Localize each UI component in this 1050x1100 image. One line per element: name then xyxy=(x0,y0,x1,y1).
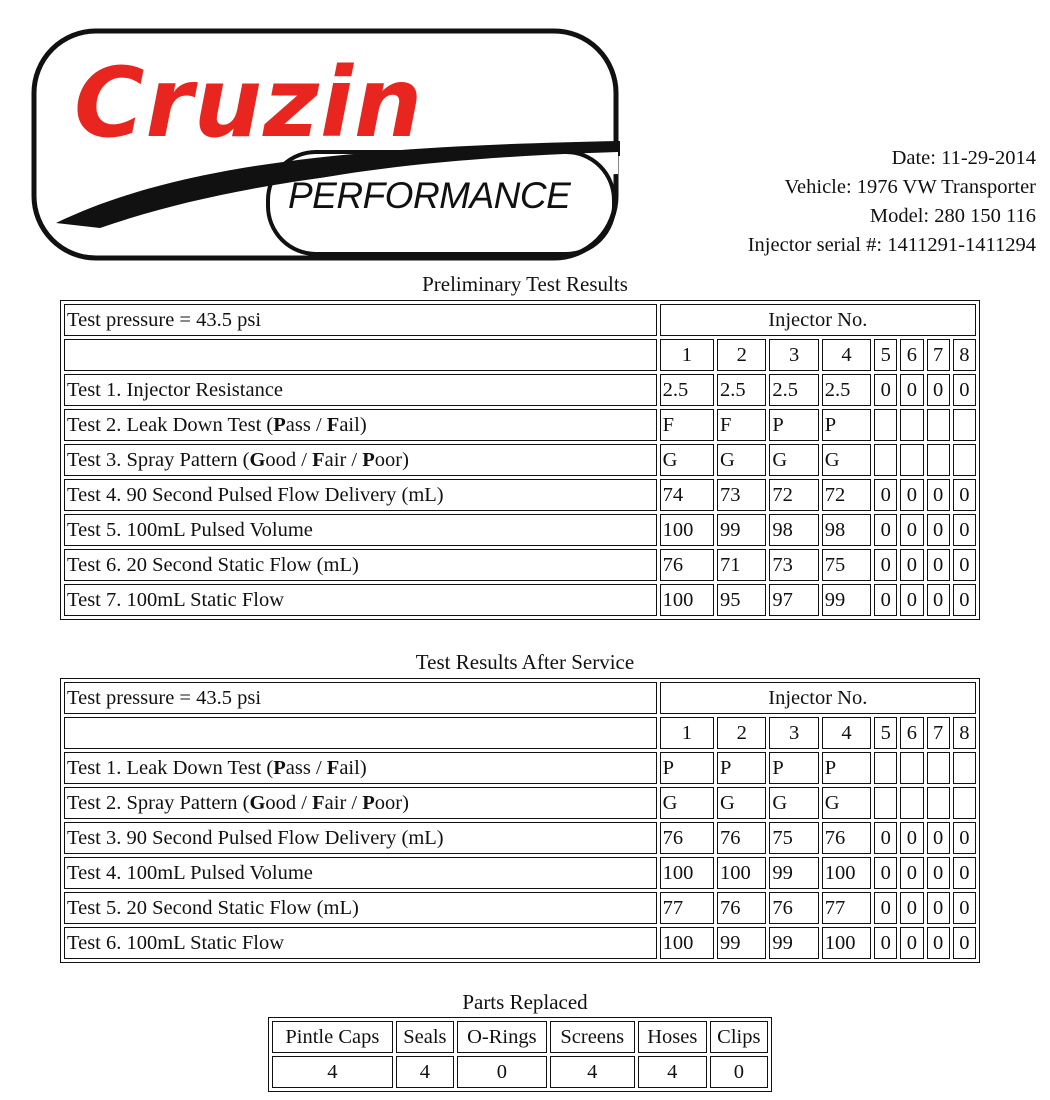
part-name: O-Rings xyxy=(457,1021,547,1053)
test-label: Test 1. Leak Down Test (Pass / Fail) xyxy=(64,752,657,784)
injector-value: 72 xyxy=(822,479,871,511)
injector-value: 100 xyxy=(822,857,871,889)
injector-value: 0 xyxy=(900,374,923,406)
injector-value: 0 xyxy=(874,374,897,406)
injector-value xyxy=(900,752,923,784)
test-label: Test 3. Spray Pattern (Good / Fair / Poor) xyxy=(64,444,657,476)
injector-value: 75 xyxy=(769,822,818,854)
injector-number: 7 xyxy=(927,339,950,371)
injector-value xyxy=(874,752,897,784)
injector-number-row xyxy=(64,339,976,371)
injector-value: 97 xyxy=(769,584,818,616)
injector-value: 0 xyxy=(874,927,897,959)
injector-value: G xyxy=(717,444,766,476)
vehicle-value: 1976 VW Transporter xyxy=(856,176,1036,198)
vehicle-line: Vehicle: 1976 VW Transporter xyxy=(784,176,1036,198)
after-service-title: Test Results After Service xyxy=(415,650,635,674)
part-name: Seals xyxy=(396,1021,454,1053)
test-label: Test 7. 100mL Static Flow xyxy=(64,584,657,616)
injector-value: 0 xyxy=(874,857,897,889)
test-row xyxy=(64,822,976,854)
job-info xyxy=(748,144,1036,260)
injector-value: G xyxy=(822,444,871,476)
injector-value: 98 xyxy=(769,514,818,546)
injector-value: 2.5 xyxy=(660,374,714,406)
injector-value: 73 xyxy=(769,549,818,581)
injector-value: 0 xyxy=(927,549,950,581)
injector-value xyxy=(900,409,923,441)
injector-value: 0 xyxy=(927,822,950,854)
injector-number: 8 xyxy=(953,717,976,749)
injector-value: G xyxy=(822,787,871,819)
test-row xyxy=(64,927,976,959)
injector-value xyxy=(953,444,976,476)
injector-value: 76 xyxy=(769,892,818,924)
test-row xyxy=(64,752,976,784)
injector-number: 5 xyxy=(874,717,897,749)
injector-number: 6 xyxy=(900,717,923,749)
injector-value: 0 xyxy=(953,857,976,889)
parts-title: Parts Replaced xyxy=(462,990,588,1014)
injector-number: 5 xyxy=(874,339,897,371)
test-row xyxy=(64,374,976,406)
part-count: 0 xyxy=(457,1056,547,1088)
blank-cell xyxy=(64,339,657,371)
injector-value: P xyxy=(822,752,871,784)
test-row xyxy=(64,409,976,441)
test-row xyxy=(64,479,976,511)
injector-value xyxy=(874,444,897,476)
injector-number: 4 xyxy=(822,339,871,371)
test-row xyxy=(64,892,976,924)
injector-value: 73 xyxy=(717,479,766,511)
pressure-row xyxy=(64,682,976,714)
part-count: 4 xyxy=(272,1056,393,1088)
injector-value: 77 xyxy=(822,892,871,924)
injector-value: 100 xyxy=(660,584,714,616)
preliminary-results-table xyxy=(60,300,980,620)
injector-value: 2.5 xyxy=(822,374,871,406)
injector-value: 76 xyxy=(660,549,714,581)
injector-value: F xyxy=(717,409,766,441)
injector-value: 0 xyxy=(874,822,897,854)
injector-value: 0 xyxy=(953,892,976,924)
injector-value: 76 xyxy=(717,892,766,924)
injector-value xyxy=(927,444,950,476)
part-name: Screens xyxy=(550,1021,635,1053)
test-label: Test 2. Spray Pattern (Good / Fair / Poor) xyxy=(64,787,657,819)
injector-value: P xyxy=(717,752,766,784)
injector-value: 95 xyxy=(717,584,766,616)
injector-value: 0 xyxy=(953,514,976,546)
injector-value: 100 xyxy=(660,514,714,546)
injector-value: G xyxy=(717,787,766,819)
injector-number: 1 xyxy=(660,339,714,371)
injector-number: 4 xyxy=(822,717,871,749)
logo-tagline-text: PERFORMANCE xyxy=(288,175,571,216)
injector-number: 3 xyxy=(769,339,818,371)
injector-number: 2 xyxy=(717,339,766,371)
after-service-results-table xyxy=(60,678,980,963)
injector-value: 100 xyxy=(822,927,871,959)
test-label: Test 5. 100mL Pulsed Volume xyxy=(64,514,657,546)
pressure-row xyxy=(64,304,976,336)
test-row xyxy=(64,444,976,476)
injector-value: 0 xyxy=(900,479,923,511)
test-label: Test 4. 100mL Pulsed Volume xyxy=(64,857,657,889)
injector-value: 0 xyxy=(900,822,923,854)
injector-value: 0 xyxy=(953,927,976,959)
injector-value: P xyxy=(769,409,818,441)
injector-value: 0 xyxy=(900,514,923,546)
injector-number-row xyxy=(64,717,976,749)
test-label: Test 2. Leak Down Test (Pass / Fail) xyxy=(64,409,657,441)
injector-value: 0 xyxy=(927,857,950,889)
injector-value: 99 xyxy=(717,927,766,959)
test-row xyxy=(64,549,976,581)
model-line: Model: 280 150 116 xyxy=(869,205,1036,227)
test-label: Test 1. Injector Resistance xyxy=(64,374,657,406)
test-row xyxy=(64,584,976,616)
injector-value xyxy=(953,409,976,441)
injector-value xyxy=(927,752,950,784)
part-name: Pintle Caps xyxy=(272,1021,393,1053)
injector-no-header: Injector No. xyxy=(660,682,976,714)
injector-number: 2 xyxy=(717,717,766,749)
injector-value: P xyxy=(769,752,818,784)
test-pressure: Test pressure = 43.5 psi xyxy=(64,304,657,336)
test-row xyxy=(64,514,976,546)
injector-value: 0 xyxy=(900,892,923,924)
injector-value: 100 xyxy=(660,857,714,889)
date-value: 11-29-2014 xyxy=(941,147,1036,169)
injector-value: 98 xyxy=(822,514,871,546)
part-name: Clips xyxy=(710,1021,768,1053)
blank-cell xyxy=(64,717,657,749)
date-line: Date: 11-29-2014 xyxy=(891,147,1036,169)
part-name: Hoses xyxy=(638,1021,707,1053)
injector-value xyxy=(953,787,976,819)
injector-value: 74 xyxy=(660,479,714,511)
model-value: 280 150 116 xyxy=(934,205,1036,227)
injector-number: 3 xyxy=(769,717,818,749)
injector-value: 99 xyxy=(769,857,818,889)
injector-value: 0 xyxy=(874,892,897,924)
injector-value: G xyxy=(660,444,714,476)
injector-value: 99 xyxy=(769,927,818,959)
injector-value: 76 xyxy=(717,822,766,854)
injector-value: 0 xyxy=(953,479,976,511)
injector-value: 0 xyxy=(900,927,923,959)
part-count: 4 xyxy=(638,1056,707,1088)
preliminary-title: Preliminary Test Results xyxy=(422,272,628,296)
parts-value-row xyxy=(272,1056,768,1088)
injector-value: 100 xyxy=(717,857,766,889)
injector-value: 100 xyxy=(660,927,714,959)
injector-value: 75 xyxy=(822,549,871,581)
injector-value xyxy=(900,444,923,476)
cruzin-performance-logo xyxy=(30,28,622,262)
injector-value: G xyxy=(769,444,818,476)
injector-value xyxy=(953,752,976,784)
injector-value xyxy=(900,787,923,819)
logo-brand-text: Cruzin xyxy=(74,47,424,159)
parts-header-row xyxy=(272,1021,768,1053)
injector-value: 71 xyxy=(717,549,766,581)
serial-line: Injector serial #: 1411291-1411294 xyxy=(747,234,1036,256)
injector-value: 0 xyxy=(953,374,976,406)
injector-value xyxy=(927,787,950,819)
injector-value: 0 xyxy=(927,374,950,406)
injector-value: 0 xyxy=(927,584,950,616)
test-row xyxy=(64,857,976,889)
injector-value: 0 xyxy=(927,514,950,546)
injector-number: 7 xyxy=(927,717,950,749)
injector-value: 0 xyxy=(900,857,923,889)
injector-value: 0 xyxy=(900,549,923,581)
test-row xyxy=(64,787,976,819)
injector-value: 0 xyxy=(874,514,897,546)
parts-replaced-table xyxy=(268,1017,772,1092)
injector-value: 0 xyxy=(874,479,897,511)
injector-value: 72 xyxy=(769,479,818,511)
injector-value xyxy=(874,409,897,441)
injector-number: 6 xyxy=(900,339,923,371)
injector-number: 8 xyxy=(953,339,976,371)
injector-value: 0 xyxy=(953,822,976,854)
serial-value: 1411291-1411294 xyxy=(887,234,1036,256)
injector-value: G xyxy=(660,787,714,819)
injector-no-header: Injector No. xyxy=(660,304,976,336)
injector-value: P xyxy=(822,409,871,441)
injector-value: F xyxy=(660,409,714,441)
test-pressure: Test pressure = 43.5 psi xyxy=(64,682,657,714)
injector-value: 77 xyxy=(660,892,714,924)
injector-value: 0 xyxy=(900,584,923,616)
logo-graphic xyxy=(30,28,622,262)
injector-number: 1 xyxy=(660,717,714,749)
injector-value: 0 xyxy=(953,549,976,581)
injector-value: 76 xyxy=(822,822,871,854)
injector-value: 0 xyxy=(927,892,950,924)
injector-value: 0 xyxy=(927,479,950,511)
injector-value: 2.5 xyxy=(717,374,766,406)
test-label: Test 5. 20 Second Static Flow (mL) xyxy=(64,892,657,924)
injector-value: 99 xyxy=(717,514,766,546)
part-count: 4 xyxy=(396,1056,454,1088)
injector-value: 99 xyxy=(822,584,871,616)
part-count: 0 xyxy=(710,1056,768,1088)
injector-value: 0 xyxy=(927,927,950,959)
injector-value xyxy=(874,787,897,819)
test-label: Test 6. 20 Second Static Flow (mL) xyxy=(64,549,657,581)
injector-value: P xyxy=(660,752,714,784)
injector-value: 0 xyxy=(874,584,897,616)
test-label: Test 4. 90 Second Pulsed Flow Delivery (mL) xyxy=(64,479,657,511)
injector-value: G xyxy=(769,787,818,819)
injector-value: 0 xyxy=(953,584,976,616)
injector-value: 2.5 xyxy=(769,374,818,406)
part-count: 4 xyxy=(550,1056,635,1088)
injector-value: 0 xyxy=(874,549,897,581)
test-label: Test 3. 90 Second Pulsed Flow Delivery (mL) xyxy=(64,822,657,854)
injector-value xyxy=(927,409,950,441)
injector-value: 76 xyxy=(660,822,714,854)
test-label: Test 6. 100mL Static Flow xyxy=(64,927,657,959)
